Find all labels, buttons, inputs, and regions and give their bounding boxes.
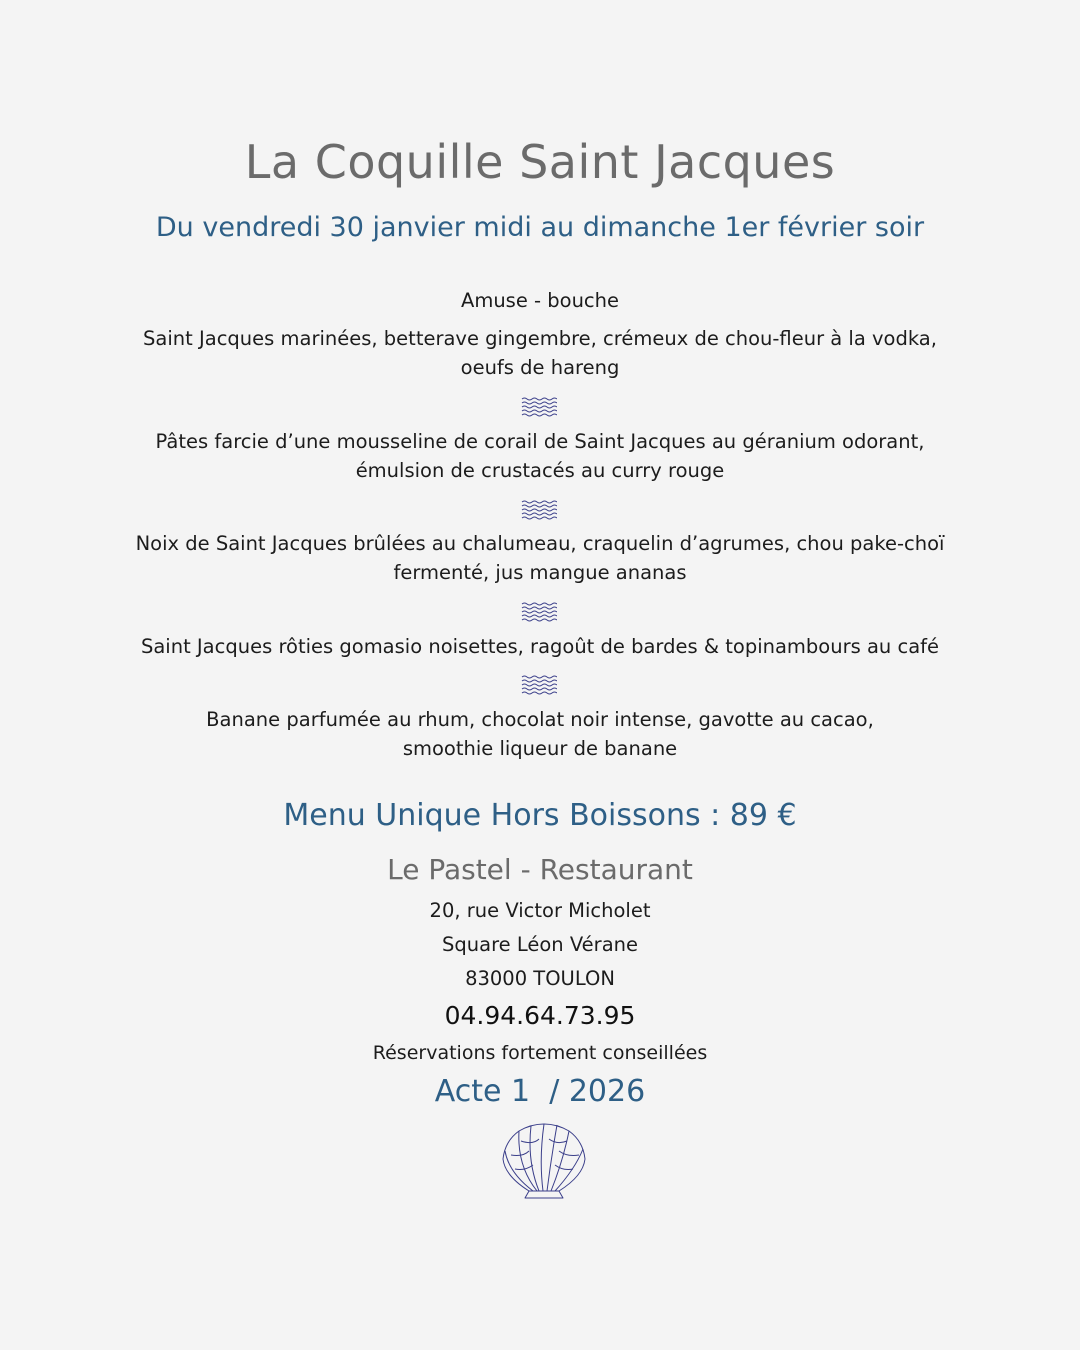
restaurant-name: Le Pastel - Restaurant (387, 853, 693, 886)
page-title: La Coquille Saint Jacques (244, 135, 836, 189)
address-street: 20, rue Victor Micholet (429, 899, 651, 922)
address-city: 83000 TOULON (465, 967, 615, 990)
course-5-line-2: smoothie liqueur de banane (402, 737, 678, 760)
scallop-shell-icon (499, 1121, 589, 1201)
course-4 (0, 632, 1080, 661)
wave-icon (521, 499, 557, 521)
course-4-line-1: Saint Jacques rôties gomasio noisettes, ragoût de bardes & topinambours au café (140, 635, 939, 658)
course-5-dessert (0, 705, 1080, 763)
wave-icon (521, 674, 557, 696)
menu-price: Menu Unique Hors Boissons : 89 € (283, 798, 797, 833)
reservation-note: Réservations fortement conseillées (372, 1042, 708, 1064)
address-square: Square Léon Vérane (442, 933, 638, 956)
course-2-line-2: émulsion de crustacés au curry rouge (355, 459, 725, 482)
course-5-line-1: Banane parfumée au rhum, chocolat noir intense, gavotte au cacao, (206, 708, 874, 731)
course-3 (0, 529, 1080, 587)
course-3-line-1: Noix de Saint Jacques brûlées au chalumeau, craquelin d’agrumes, chou pake-choï (135, 532, 945, 555)
course-1-line-1: Saint Jacques marinées, betterave gingembre, crémeux de chou-fleur à la vodka, (143, 327, 937, 350)
course-2 (0, 427, 1080, 485)
edition-label: Acte 1 / 2026 (434, 1074, 646, 1109)
amuse-bouche: Amuse - bouche (460, 289, 620, 312)
phone-number: 04.94.64.73.95 (444, 1001, 636, 1030)
course-1-line-2: oeufs de hareng (460, 356, 620, 379)
event-dates: Du vendredi 30 janvier midi au dimanche 1er février soir (155, 212, 925, 243)
wave-icon (521, 601, 557, 623)
wave-icon (521, 396, 557, 418)
course-1 (0, 324, 1080, 382)
course-3-line-2: fermenté, jus mangue ananas (393, 561, 687, 584)
course-2-line-1: Pâtes farcie d’une mousseline de corail de Saint Jacques au géranium odorant, (155, 430, 925, 453)
